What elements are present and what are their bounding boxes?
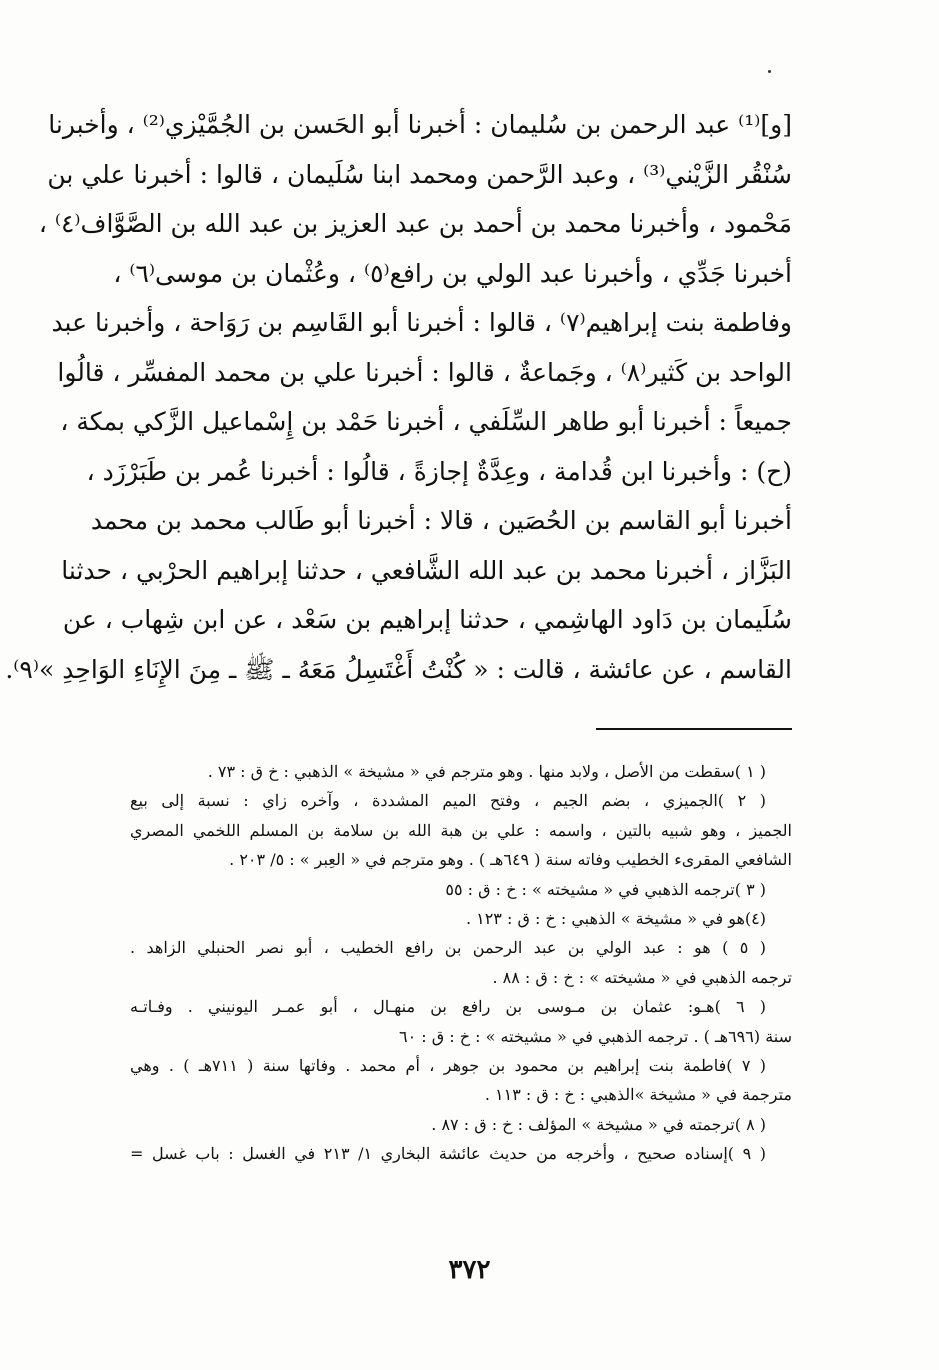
footnote-line: الشافعي المقرىء الخطيب وفاته سنة ( ٦٤٩هـ ) . وهو مترجم في « العِبر » : ٥/ ٢٠٣ . [229,850,792,870]
main-text-line: أخبرنا جَدِّي ، وأخبرنا عبد الولي بن رافع⁽٥⁾ ، وعُثْمان بن موسى⁽٦⁾ ، [113,258,792,288]
footnote-line: ( ٨ )ترجمته في « مشيخة » المؤلف : خ : ق : ٨٧ . [431,1114,766,1134]
main-text-line: [و]⁽¹⁾ عبد الرحمن بن سُليمان : أخبرنا أبو الحَسن بن الجُمَّيْزي⁽²⁾ ، وأخبرنا [48,110,792,139]
footnote-line: ترجمه الذهبي في « مشيخته » : خ : ق : ٨٨ . [492,967,792,987]
footnote-line: الجميز ، وهو شبيه بالتين ، واسمه : علي بن هبة الله بن سلامة بن المسلم اللخمي المصري [130,820,792,840]
footnote-line: مترجمة في « مشيخة »الذهبي : خ : ق : ١١٣ . [484,1085,792,1105]
footnote-line: ( ٧ )فاطمة بنت إبراهيم بن محمود بن جوهر ، أم محمد . وفاتها سنة ( ٧١١هـ ) . وهي [130,1055,767,1075]
main-text-line: الواحد بن كَثير⁽٨⁾ ، وجَماعةٌ ، قالوا : أخبرنا علي بن محمد المفسِّر ، قالُوا [57,357,792,387]
footnote-line: ( ٩ )إسناده صحيح ، وأخرجه من حديث عائشة البخاري ١/ ٢١٣ في الغسل : باب غسل = [130,1144,767,1164]
footnotes-block [130,757,792,1168]
main-text-line: القاسم ، عن عائشة ، قالت : « كُنْتُ أَغْتَسِلُ مَعَهُ ـ ﷺ ـ مِنَ الإِنَاءِ الوَاحِدِ »⁽٩⁾. [5,654,792,684]
footnote-line: سنة (٦٩٦هـ ) . ترجمه الذهبي في « مشيخته » : خ : ق : ٦٠ [399,1026,792,1046]
main-text-block [5,100,792,694]
footnote-line: ( ٢ )الجميزي ، بضم الجيم ، وفتح الميم المشددة ، وآخره زاي : نسبة إلى بيع [130,791,767,811]
page-number: ٣٧٢ [448,1255,491,1285]
main-text-line: أخبرنا أبو القاسم بن الحُصَين ، قالا : أخبرنا أبو طَالب محمد بن محمد [90,506,792,535]
main-text-line: البَزَّاز ، أخبرنا محمد بن عبد الله الشَّافعي ، حدثنا إبراهيم الحرْبي ، حدثنا [61,555,792,585]
main-text-line: سُنْقُر الزَّيْني⁽³⁾ ، وعبد الرَّحمن ومحمد ابنا سُلَيمان ، قالوا : أخبرنا علي بن [47,159,792,189]
footnote-line: (٤)هو في « مشيخة » الذهبي : خ : ق : ١٢٣ . [465,908,766,928]
footnote-line: ( ٥ ) هو : عبد الولي بن عبد الرحمن بن رافع الخطيب ، أبو نصر الحنبلي الزاهد . [130,938,766,958]
footnote-line: ( ٣ )ترجمه الذهبي في « مشيخته » : خ : ق : ٥٥ [445,879,766,899]
main-text-line: سُلَيمان بن دَاود الهاشِمي ، حدثنا إبراهيم بن سَعْد ، عن ابن شِهاب ، عن [62,605,792,634]
footnote-line: ( ٦ )هـو: عثمان بن مـوسى بن رافع بن منهـال ، أبو عمـر اليونيني . وفـاتـه [130,997,766,1017]
footnote-divider [596,728,792,730]
main-text-line: (ح) : وأخبرنا ابن قُدامة ، وعِدَّةٌ إجازةً ، قالُوا : أخبرنا عُمر بن طَبَرْزَد ، [86,456,792,486]
main-text-line: مَحْمود ، وأخبرنا محمد بن أحمد بن عبد العزيز بن عبد الله بن الصَّوَّاف⁽٤⁾ ، [38,209,792,238]
main-text-line: جميعاً : أخبرنا أبو طاهر السِّلَفي ، أخبرنا حَمْد بن إِسْماعيل الزَّكي بمكة ، [60,407,792,436]
main-text-line: وفاطمة بنت إبراهيم⁽٧⁾ ، قالوا : أخبرنا أبو القَاسِم بن رَوَاحة ، وأخبرنا عبد [51,308,792,337]
ink-dot [768,70,771,73]
footnote-line: ( ١ )سقطت من الأصل ، ولابد منها . وهو مترجم في « مشيخة » الذهبي : خ ق : ٧٣ . [207,762,766,781]
